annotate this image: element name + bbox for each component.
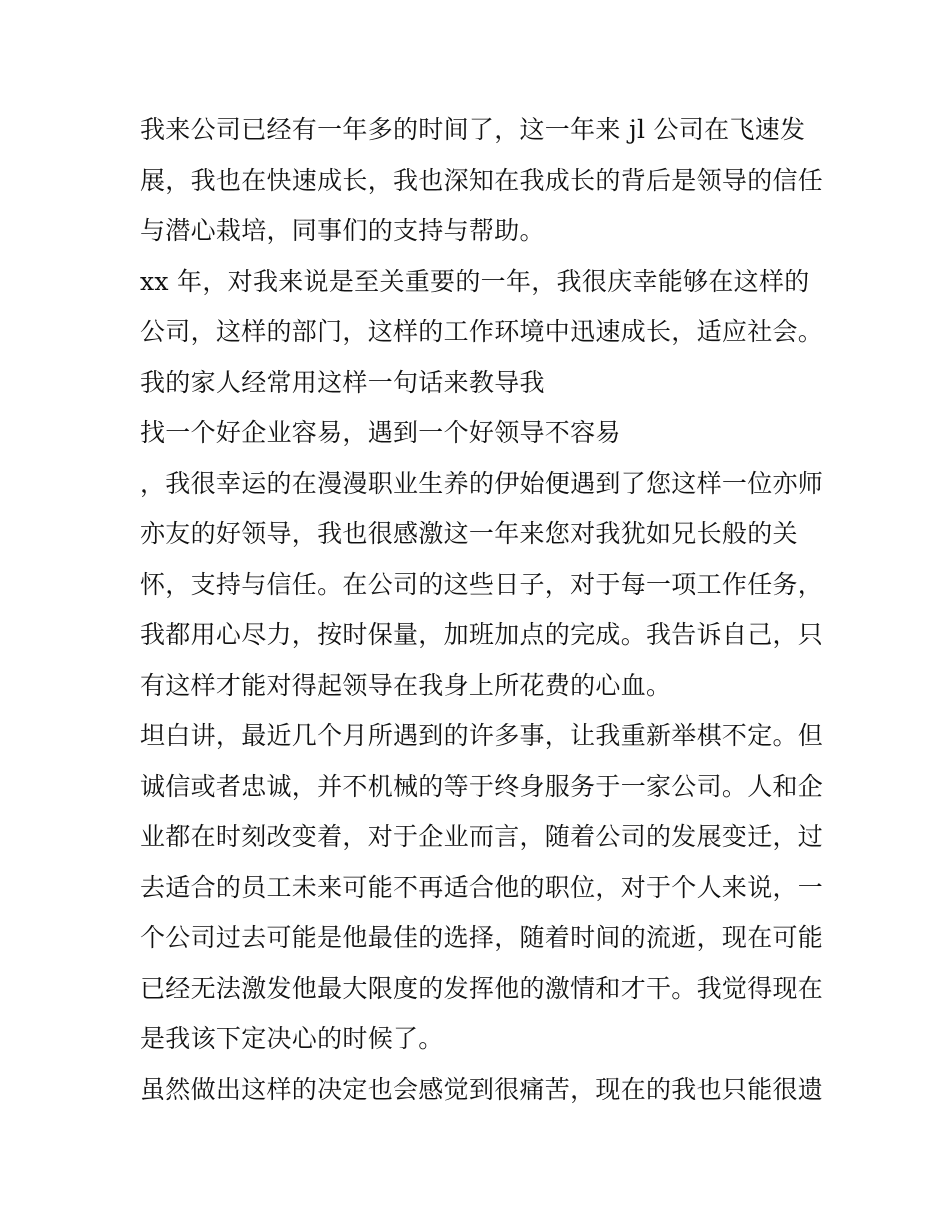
text-line: 我的家人经常用这样一句话来教导我 (140, 367, 545, 397)
text-line: 是我该下定决心的时候了。 (140, 1024, 444, 1053)
text-line: 展，我也在快速成长，我也深知在我成长的背后是领导的信任 (140, 165, 824, 195)
text-line: 亦友的好领导，我也很感激这一年来您对我犹如兄长般的关 (140, 519, 798, 548)
document-body (140, 110, 824, 1120)
text-line: 业都在时刻改变着，对于企业而言，随着公司的发展变迁，过 (140, 822, 824, 851)
text-line: ，我很幸运的在漫漫职业生养的伊始便遇到了您这样一位亦师 (140, 468, 824, 498)
text-line: 有这样才能对得起领导在我身上所花费的心血。 (140, 670, 672, 700)
text-line: 怀，支持与信任。在公司的这些日子，对于每一项工作任务， (140, 569, 824, 599)
text-line: 坦白讲，最近几个月所遇到的许多事，让我重新举棋不定。但 (140, 721, 824, 750)
text-line: xx 年，对我来说是至关重要的一年，我很庆幸能够在这样的 (140, 266, 810, 296)
text-line: 虽然做出这样的决定也会感觉到很痛苦，现在的我也只能很遗 (140, 1074, 824, 1104)
text-line: 个公司过去可能是他最佳的选择，随着时间的流逝，现在可能 (140, 923, 824, 952)
text-line: 公司，这样的部门，这样的工作环境中迅速成长，适应社会。 (140, 317, 824, 346)
text-line: 我都用心尽力，按时保量，加班加点的完成。我告诉自己，只 (140, 620, 824, 649)
text-line: 我来公司已经有一年多的时间了，这一年来 jl 公司在飞速发 (140, 115, 806, 144)
text-line: 与潜心栽培，同事们的支持与帮助。 (140, 216, 545, 245)
text-line: 已经无法激发他最大限度的发挥他的激情和才干。我觉得现在 (140, 973, 824, 1003)
text-line: 去适合的员工未来可能不再适合他的职位，对于个人来说，一 (140, 872, 824, 902)
text-line: 诚信或者忠诚，并不机械的等于终身服务于一家公司。人和企 (140, 771, 824, 801)
text-line: 找一个好企业容易，遇到一个好领导不容易 (140, 418, 621, 447)
